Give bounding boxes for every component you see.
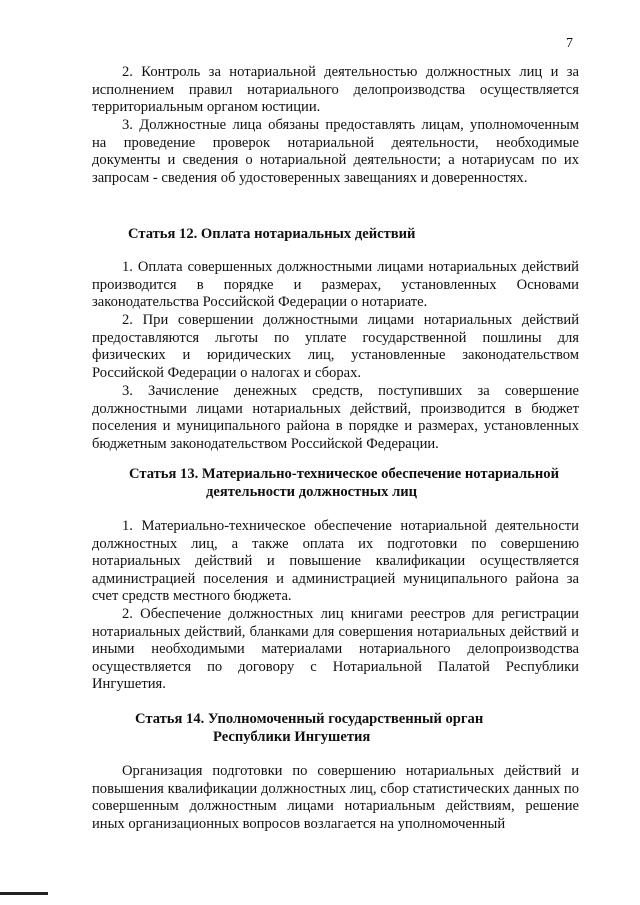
article-14-heading-line1: Статья 14. Уполномоченный государственный орган	[135, 711, 484, 727]
page-number: 7	[566, 36, 573, 51]
paragraph-13-2: 2. Обеспечение должностных лиц книгами реестров для регистрации нотариальных действий, бланками для совершения нотариальных действий и иными необходимыми материалами нотариального делопроизводства осуществляется по договору с Нотариальной Палатой Республики Ингушетия.	[92, 606, 579, 693]
article-12-heading: Статья 12. Оплата нотариальных действий	[128, 226, 416, 242]
article-13-heading-line1: Статья 13. Материально-техническое обеспечение нотариальной	[129, 466, 559, 482]
paragraph-11-2: 2. Контроль за нотариальной деятельностью должностных лиц и за исполнением правил нотариального делопроизводства осуществляется территориальным органом юстиции.	[92, 64, 579, 116]
paragraph-12-3: 3. Зачисление денежных средств, поступивших за совершение должностными лицами нотариальных действий, производится в бюджет поселения и муниципального района в порядке и размерах, установленных бюджетным законодательством Российской Федерации.	[92, 383, 579, 452]
paragraph-11-3: 3. Должностные лица обязаны предоставлять лицам, уполномоченным на проведение проверок нотариальной деятельности, необходимые документы и сведения о нотариальной деятельности; а нотариусам по их запросам - сведения об удостоверенных завещаниях и доверенностях.	[92, 117, 579, 186]
bottom-left-mark	[0, 892, 48, 895]
paragraph-12-2: 2. При совершении должностными лицами нотариальных действий предоставляются льготы по уплате государственной пошлины для физических и юридических лиц, установленные законодательством Российской Федерации о налогах и сборах.	[92, 312, 579, 381]
paragraph-14-1: Организация подготовки по совершению нотариальных действий и повышения квалификации должностных лиц, сбор статистических данных по совершенным должностным лицами нотариальным действиям, решение иных организационных вопросов возлагается на уполномоченный	[92, 763, 579, 832]
article-13-heading-line2: деятельности должностных лиц	[206, 484, 418, 500]
paragraph-13-1: 1. Материально-техническое обеспечение нотариальной деятельности должностных лиц, а также оплата их подготовки по совершению нотариальных действий и повышение квалификации осуществляется администрацией поселения и администрацией муниципального района за счет средств местного бюджета.	[92, 518, 579, 605]
paragraph-12-1: 1. Оплата совершенных должностными лицами нотариальных действий производится в порядке и размерах, установленных Основами законодательства Российской Федерации о нотариате.	[92, 259, 579, 311]
article-14-heading-line2: Республики Ингушетия	[213, 729, 371, 745]
